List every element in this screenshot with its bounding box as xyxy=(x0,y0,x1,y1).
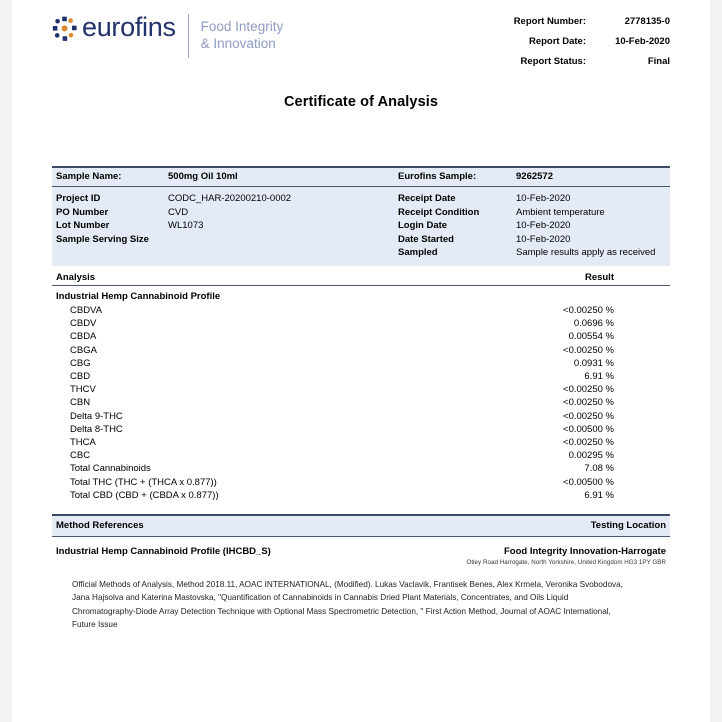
eurofins-sample-label: Eurofins Sample: xyxy=(398,171,477,182)
report-number-value: 2778135-0 xyxy=(624,16,670,27)
report-date-label: Report Date: xyxy=(528,36,586,47)
field-label: Receipt Date xyxy=(398,193,456,204)
analysis-results-table xyxy=(52,272,670,502)
analyte-result: 6.91 % xyxy=(584,489,614,501)
analyte-result: <0.00250 % xyxy=(563,384,614,396)
field-value: 10-Feb-2020 xyxy=(516,220,571,232)
analyte-result: <0.00250 % xyxy=(563,410,614,422)
analyte-result: 0.0931 % xyxy=(573,357,614,369)
sample-left-labels xyxy=(56,192,168,260)
method-references-title: Method References xyxy=(56,520,144,532)
table-row xyxy=(52,383,670,396)
table-row xyxy=(52,423,670,436)
lab-address: Otley Road Harrogate, North Yorkshire, United Kingdom HG3 1PY GBR xyxy=(466,559,666,567)
analyte-result: <0.00250 % xyxy=(563,437,614,448)
brand-wordmark: eurofins xyxy=(82,12,176,42)
field-value: WL1073 xyxy=(168,220,204,232)
sample-name-value: 500mg Oil 10ml xyxy=(168,171,238,182)
sample-name-label: Sample Name: xyxy=(56,171,122,182)
analyte-name: CBC xyxy=(70,450,91,462)
analyte-name: Total Cannabinoids xyxy=(70,463,151,475)
testing-location-title: Testing Location xyxy=(590,520,666,532)
field-label: Sampled xyxy=(398,247,438,259)
table-row xyxy=(52,330,670,343)
analyte-name: CBDVA xyxy=(70,304,103,316)
analyte-name: CBG xyxy=(70,357,91,369)
analyte-result: <0.00500 % xyxy=(563,423,614,435)
analysis-group-title: Industrial Hemp Cannabinoid Profile xyxy=(56,290,221,302)
analyte-name: CBDA xyxy=(70,331,97,343)
table-row xyxy=(52,462,670,475)
analyte-result: 0.00295 % xyxy=(568,450,614,462)
method-references-body xyxy=(52,537,670,632)
table-row xyxy=(52,317,670,330)
analysis-table-header xyxy=(52,272,670,286)
sample-right-values xyxy=(516,192,655,260)
sample-name-row xyxy=(52,168,670,187)
brand-divider xyxy=(188,14,189,58)
brand-tagline xyxy=(201,12,284,52)
table-row xyxy=(52,436,670,449)
field-value xyxy=(168,233,291,247)
eurofins-logo-icon xyxy=(52,16,78,42)
page-gutter-left xyxy=(0,0,12,722)
column-header-result: Result xyxy=(584,271,614,283)
field-value: CODC_HAR-20200210-0002 xyxy=(168,193,292,204)
eurofins-sample-value: 9262572 xyxy=(516,171,553,182)
analyte-name: Delta 8-THC xyxy=(70,423,123,435)
column-header-analysis: Analysis xyxy=(56,271,96,283)
lab-name: Food Integrity Innovation-Harrogate xyxy=(503,546,666,558)
analyte-result: <0.00250 % xyxy=(563,344,614,356)
analyte-result: <0.00500 % xyxy=(563,476,614,488)
table-row xyxy=(52,410,670,423)
table-row xyxy=(52,476,670,489)
analyte-name: CBN xyxy=(70,397,91,409)
document-header xyxy=(52,0,670,82)
field-label: Lot Number xyxy=(56,220,110,232)
analyte-name: CBGA xyxy=(70,344,97,356)
analyte-result: 0.00554 % xyxy=(568,331,614,343)
brand-tagline-line1: Food Integrity xyxy=(200,19,284,34)
field-label: Sample Serving Size xyxy=(56,233,149,245)
analyte-name: CBDV xyxy=(70,318,97,330)
analyte-name: THCV xyxy=(70,384,96,396)
field-value: CVD xyxy=(168,206,189,218)
field-value: Ambient temperature xyxy=(516,206,605,218)
analyte-result: <0.00250 % xyxy=(563,397,614,409)
analyte-result: <0.00250 % xyxy=(563,304,614,316)
eurofins-brand xyxy=(52,12,283,58)
analyte-name: Total CBD (CBD + (CBDA x 0.877)) xyxy=(70,489,219,501)
analyte-name: Delta 9-THC xyxy=(70,410,123,422)
analyte-name: Total THC (THC + (THCA x 0.877)) xyxy=(70,476,217,488)
field-label: Receipt Condition xyxy=(398,206,480,218)
field-label: Date Started xyxy=(398,233,454,245)
report-date-value: 10-Feb-2020 xyxy=(615,36,670,47)
sample-detail-column-left xyxy=(56,192,398,260)
analyte-result: 7.08 % xyxy=(584,463,614,475)
table-row xyxy=(52,449,670,462)
testing-location-block xyxy=(366,546,666,566)
sample-left-values xyxy=(168,192,291,260)
page-title: Certificate of Analysis xyxy=(283,94,439,110)
sample-detail-column-right xyxy=(398,192,666,260)
field-label: Login Date xyxy=(398,220,448,232)
table-row xyxy=(52,304,670,317)
table-row xyxy=(52,396,670,409)
method-reference-row xyxy=(56,546,666,566)
sample-detail-grid xyxy=(52,187,670,266)
analyte-result: 0.0696 % xyxy=(573,318,614,330)
table-row xyxy=(52,357,670,370)
analyte-name: CBD xyxy=(70,370,91,382)
field-label: PO Number xyxy=(56,206,109,218)
table-row xyxy=(52,344,670,357)
report-status-label: Report Status: xyxy=(520,56,586,67)
table-row xyxy=(52,489,670,502)
field-value: 10-Feb-2020 xyxy=(516,233,571,245)
page-gutter-right xyxy=(710,0,722,722)
report-meta xyxy=(442,12,670,72)
table-row xyxy=(52,370,670,383)
field-label: Project ID xyxy=(56,193,101,204)
sample-information-block xyxy=(52,166,670,266)
page-content xyxy=(52,0,670,632)
analyte-result: 6.91 % xyxy=(584,370,614,382)
report-number-label: Report Number: xyxy=(513,16,586,27)
report-status-row xyxy=(442,52,670,72)
report-date-row xyxy=(442,32,670,52)
field-value: 10-Feb-2020 xyxy=(516,193,571,204)
field-value: Sample results apply as received xyxy=(516,247,656,259)
report-status-value: Final xyxy=(647,56,670,67)
method-citation: Official Methods of Analysis, Method 2018.11, AOAC INTERNATIONAL, (Modified). Lukas Vaclavik, Frantisek Benes, Alex Krmela, Veronika Svobodova, Jana Hajsolva and Katerina Mastovska, "Quantification of Cannabinoids in Cannabis Dried Plant Materials, Concentrates, and Oils Liquid Chromatography-Diode Array Detection Technique with Optional Mass Spectrometric Detection, " First Action Method, Journal of AOAC International, Future Issue xyxy=(72,580,623,630)
method-name: Industrial Hemp Cannabinoid Profile (IHCBD_S) xyxy=(56,546,271,558)
report-number-row xyxy=(442,12,670,32)
method-references-header xyxy=(52,514,670,537)
brand-tagline-line2: & Innovation xyxy=(200,36,276,51)
sample-right-labels xyxy=(398,192,516,260)
analyte-name: THCA xyxy=(70,437,96,448)
